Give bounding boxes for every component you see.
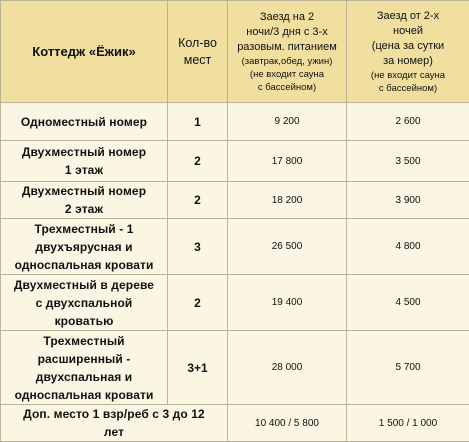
table-row <box>1 103 469 141</box>
price-two-nights: 26 500 <box>228 219 347 275</box>
room-name-line: 1 этаж <box>3 161 165 179</box>
table-row <box>1 182 469 219</box>
price-two-nights: 19 400 <box>228 275 347 331</box>
room-name-line: односпальная кровати <box>3 386 165 404</box>
qty-header <box>168 1 228 103</box>
room-name-line: Двухместный номер <box>3 182 165 200</box>
price-per-day: 3 900 <box>347 182 469 219</box>
price-per-day: 1 500 / 1 000 <box>347 405 469 442</box>
room-name-line: двухспальная и <box>3 368 165 386</box>
room-name-line: Доп. место 1 взр/реб с 3 до 12 <box>3 405 225 423</box>
room-capacity: 1 <box>168 103 228 141</box>
room-name-line: двухъярусная и <box>3 238 165 256</box>
header-note: (не входит сауна <box>230 68 344 81</box>
room-name-line: с двухспальной <box>3 294 165 312</box>
price-two-nights: 28 000 <box>228 331 347 405</box>
header-line: за номер) <box>349 54 467 69</box>
room-name-line: 2 этаж <box>3 200 165 218</box>
room-capacity: 3+1 <box>168 331 228 405</box>
price-per-day-header <box>347 1 469 103</box>
header-row <box>1 1 469 103</box>
table-row <box>1 141 469 182</box>
room-name-line: лет <box>3 423 225 441</box>
room-name <box>1 219 168 275</box>
room-name <box>1 331 168 405</box>
room-name-line: односпальная кровати <box>3 256 165 274</box>
room-name-line: Двухместный номер <box>3 143 165 161</box>
header-line: ночей <box>349 24 467 39</box>
header-line: Заезд на 2 <box>230 10 344 25</box>
price-per-day: 4 500 <box>347 275 469 331</box>
qty-header-line: мест <box>170 52 225 69</box>
room-name <box>1 275 168 331</box>
room-name-line: Трехместный - 1 <box>3 220 165 238</box>
room-name-line: расширенный - <box>3 350 165 368</box>
price-per-day: 3 500 <box>347 141 469 182</box>
room-name-line: кроватью <box>3 312 165 330</box>
price-per-day: 2 600 <box>347 103 469 141</box>
qty-header-line: Кол-во <box>170 35 225 52</box>
price-two-nights: 10 400 / 5 800 <box>228 405 347 442</box>
header-note: с бассейном) <box>349 82 467 95</box>
header-line: Заезд от 2-х <box>349 9 467 24</box>
header-line: разовым. питанием <box>230 40 344 55</box>
room-capacity: 2 <box>168 275 228 331</box>
price-per-day: 5 700 <box>347 331 469 405</box>
header-note: (завтрак,обед, ужин) <box>230 55 344 68</box>
room-name <box>1 103 168 141</box>
header-note: (не входит сауна <box>349 69 467 82</box>
price-two-nights: 9 200 <box>228 103 347 141</box>
room-name <box>1 182 168 219</box>
room-name-line: Двухместный в дереве <box>3 276 165 294</box>
table-row <box>1 331 469 405</box>
room-name <box>1 141 168 182</box>
cottage-title: Коттедж «Ёжик» <box>1 1 168 103</box>
room-capacity: 3 <box>168 219 228 275</box>
room-name-line: Трехместный <box>3 332 165 350</box>
room-name-line: Одноместный номер <box>3 113 165 131</box>
header-note: с бассейном) <box>230 81 344 94</box>
price-two-nights: 18 200 <box>228 182 347 219</box>
room-capacity: 2 <box>168 182 228 219</box>
price-two-nights: 17 800 <box>228 141 347 182</box>
header-line: ночи/3 дня с 3-х <box>230 25 344 40</box>
price-two-nights-header <box>228 1 347 103</box>
room-name <box>1 405 228 442</box>
table-row <box>1 219 469 275</box>
header-line: (цена за сутки <box>349 39 467 54</box>
room-capacity: 2 <box>168 141 228 182</box>
price-per-day: 4 800 <box>347 219 469 275</box>
table-row <box>1 275 469 331</box>
table-row <box>1 405 469 442</box>
